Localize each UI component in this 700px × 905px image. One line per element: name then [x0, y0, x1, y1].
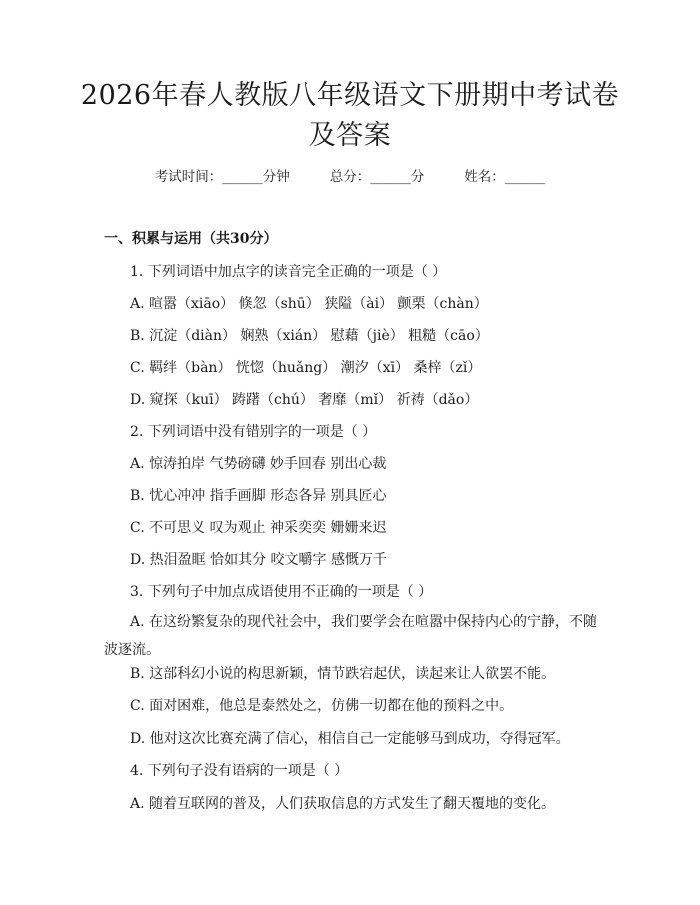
question-2-option-a: A. 惊涛拍岸 气势磅礴 妙手回春 别出心裁: [130, 456, 387, 472]
question-1-option-c: C. 羁绊（bàn） 恍惚（huǎng） 潮汐（xī） 桑梓（zǐ）: [130, 360, 482, 376]
question-3-option-b: B. 这部科幻小说的构思新颖，情节跌宕起伏，读起来让人欲罢不能。: [130, 666, 556, 682]
question-3-option-d: D. 他对这次比赛充满了信心，相信自己一定能够马到成功，夺得冠军。: [130, 731, 570, 747]
question-3-option-a: A. 在这纷繁复杂的现代社会中，我们要学会在喧嚣中保持内心的宁静，不随波逐流。: [104, 614, 598, 658]
question-3-option-c: C. 面对困难，他总是泰然处之，仿佛一切都在他的预料之中。: [130, 698, 514, 714]
question-2-option-d: D. 热泪盈眶 恰如其分 咬文嚼字 感慨万千: [130, 552, 387, 568]
question-2-option-c: C. 不可思义 叹为观止 神采奕奕 姗姗来迟: [130, 520, 387, 536]
total-score: 总分：______分: [329, 169, 425, 185]
exam-time: 考试时间：______分钟: [154, 169, 290, 185]
title-line-1: 2026年春人教版八年级语文下册期中考试卷: [80, 80, 620, 111]
student-name: 姓名：______: [464, 169, 546, 185]
exam-info: [0, 167, 700, 187]
title-line-2: 及答案: [308, 120, 392, 151]
page-title: [60, 76, 640, 156]
question-1-stem: 1. 下列词语中加点字的读音完全正确的一项是（ ）: [130, 264, 447, 280]
question-1-option-a: A. 喧嚣（xiāo） 倏忽（shū） 狭隘（ài） 颤栗（chàn）: [130, 296, 488, 312]
question-2-option-b: B. 忧心冲冲 指手画脚 形态各异 别具匠心: [130, 488, 387, 504]
section-heading: 一、积累与运用（共30分）: [104, 231, 278, 247]
question-1-option-b: B. 沉淀（diàn） 娴熟（xián） 慰藉（jiè） 粗糙（cāo）: [130, 328, 489, 344]
question-4-option-a: A. 随着互联网的普及，人们获取信息的方式发生了翻天覆地的变化。: [130, 796, 556, 812]
question-2-stem: 2. 下列词语中没有错别字的一项是（ ）: [130, 424, 377, 440]
question-4-stem: 4. 下列句子没有语病的一项是（ ）: [130, 763, 349, 779]
question-3-stem: 3. 下列句子中加点成语使用不正确的一项是（ ）: [130, 584, 433, 600]
question-1-option-d: D. 窥探（kuī） 踌躇（chú） 奢靡（mǐ） 祈祷（dǎo）: [130, 392, 479, 408]
